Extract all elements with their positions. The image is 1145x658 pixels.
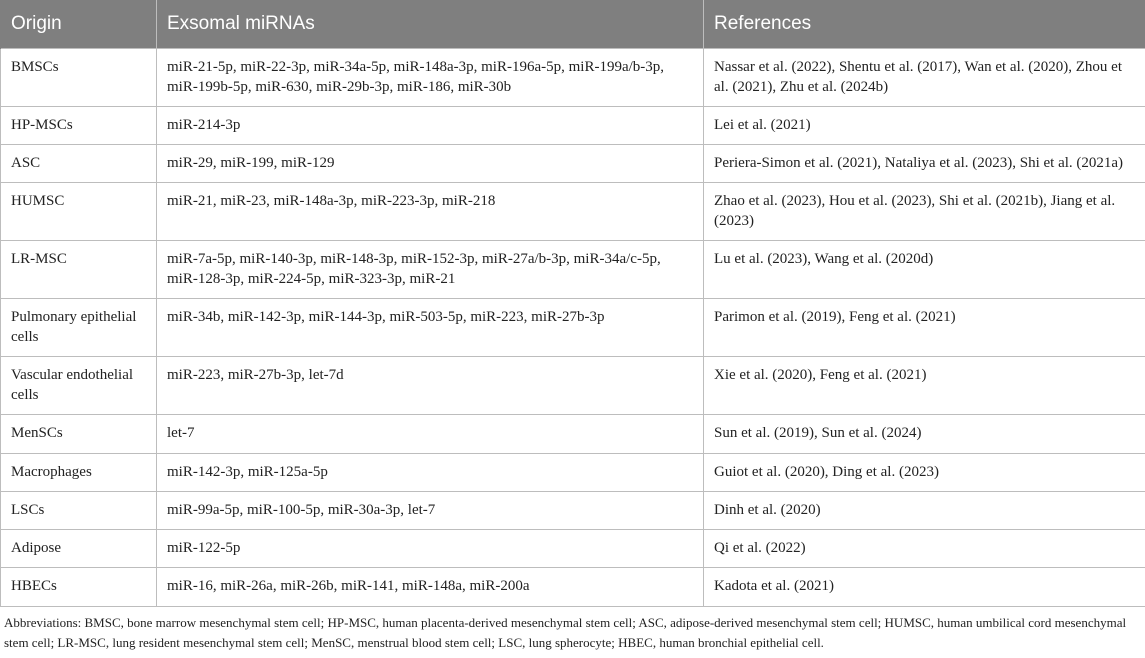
cell-origin: Macrophages — [1, 454, 157, 492]
table-row — [1, 145, 1145, 183]
table-header-row — [1, 0, 1145, 49]
cell-mirnas: miR-7a-5p, miR-140-3p, miR-148-3p, miR-152-3p, miR-27a/b-3p, miR-34a/c-5p, miR-128-3p, miR-224-5p, miR-323-3p, miR-21 — [157, 241, 704, 299]
header-mirnas: Exsomal miRNAs — [157, 0, 704, 49]
cell-origin: MenSCs — [1, 415, 157, 454]
cell-origin: Pulmonary epithelial cells — [1, 299, 157, 357]
cell-mirnas: miR-142-3p, miR-125a-5p — [157, 454, 704, 492]
cell-references: Dinh et al. (2020) — [704, 492, 1145, 530]
cell-origin: LSCs — [1, 492, 157, 530]
cell-origin: HBECs — [1, 568, 157, 607]
cell-origin: HUMSC — [1, 183, 157, 241]
cell-references: Guiot et al. (2020), Ding et al. (2023) — [704, 454, 1145, 492]
table-row — [1, 107, 1145, 145]
table-row — [1, 454, 1145, 492]
table-row — [1, 357, 1145, 415]
cell-mirnas: miR-21, miR-23, miR-148a-3p, miR-223-3p, miR-218 — [157, 183, 704, 241]
table-row — [1, 530, 1145, 568]
cell-origin: Adipose — [1, 530, 157, 568]
cell-references: Periera-Simon et al. (2021), Nataliya et al. (2023), Shi et al. (2021a) — [704, 145, 1145, 183]
cell-origin: HP-MSCs — [1, 107, 157, 145]
table-row — [1, 568, 1145, 607]
cell-mirnas: miR-29, miR-199, miR-129 — [157, 145, 704, 183]
table-row — [1, 183, 1145, 241]
cell-references: Zhao et al. (2023), Hou et al. (2023), Shi et al. (2021b), Jiang et al. (2023) — [704, 183, 1145, 241]
header-references: References — [704, 0, 1145, 49]
table-row — [1, 49, 1145, 107]
cell-references: Xie et al. (2020), Feng et al. (2021) — [704, 357, 1145, 415]
cell-mirnas: miR-214-3p — [157, 107, 704, 145]
table-row — [1, 299, 1145, 357]
cell-references: Sun et al. (2019), Sun et al. (2024) — [704, 415, 1145, 454]
cell-mirnas: miR-16, miR-26a, miR-26b, miR-141, miR-148a, miR-200a — [157, 568, 704, 607]
table-row — [1, 241, 1145, 299]
abbreviations-footnote: Abbreviations: BMSC, bone marrow mesenchymal stem cell; HP-MSC, human placenta-derived mesenchymal stem cell; ASC, adipose-derived mesenchymal stem cell; HUMSC, human umbilical cord mesenchymal stem cell; LR-MSC, lung resident mesenchymal stem cell; MenSC, menstrual blood stem cell; LSC, lung spherocyte; HBEC, human bronchial epithelial cell. — [4, 615, 1127, 650]
cell-origin: Vascular endothelial cells — [1, 357, 157, 415]
table-row — [1, 492, 1145, 530]
cell-mirnas: miR-122-5p — [157, 530, 704, 568]
cell-mirnas: miR-99a-5p, miR-100-5p, miR-30a-3p, let-7 — [157, 492, 704, 530]
header-origin: Origin — [1, 0, 157, 49]
cell-references: Nassar et al. (2022), Shentu et al. (2017), Wan et al. (2020), Zhou et al. (2021), Zhu et al. (2024b) — [704, 49, 1145, 107]
cell-origin: BMSCs — [1, 49, 157, 107]
table-row — [1, 415, 1145, 454]
cell-references: Lu et al. (2023), Wang et al. (2020d) — [704, 241, 1145, 299]
cell-references: Lei et al. (2021) — [704, 107, 1145, 145]
cell-origin: ASC — [1, 145, 157, 183]
cell-mirnas: miR-223, miR-27b-3p, let-7d — [157, 357, 704, 415]
cell-mirnas: let-7 — [157, 415, 704, 454]
cell-references: Qi et al. (2022) — [704, 530, 1145, 568]
cell-references: Parimon et al. (2019), Feng et al. (2021) — [704, 299, 1145, 357]
cell-references: Kadota et al. (2021) — [704, 568, 1145, 607]
cell-mirnas: miR-34b, miR-142-3p, miR-144-3p, miR-503-5p, miR-223, miR-27b-3p — [157, 299, 704, 357]
cell-mirnas: miR-21-5p, miR-22-3p, miR-34a-5p, miR-148a-3p, miR-196a-5p, miR-199a/b-3p, miR-199b-5p, miR-630, miR-29b-3p, miR-186, miR-30b — [157, 49, 704, 107]
cell-origin: LR-MSC — [1, 241, 157, 299]
